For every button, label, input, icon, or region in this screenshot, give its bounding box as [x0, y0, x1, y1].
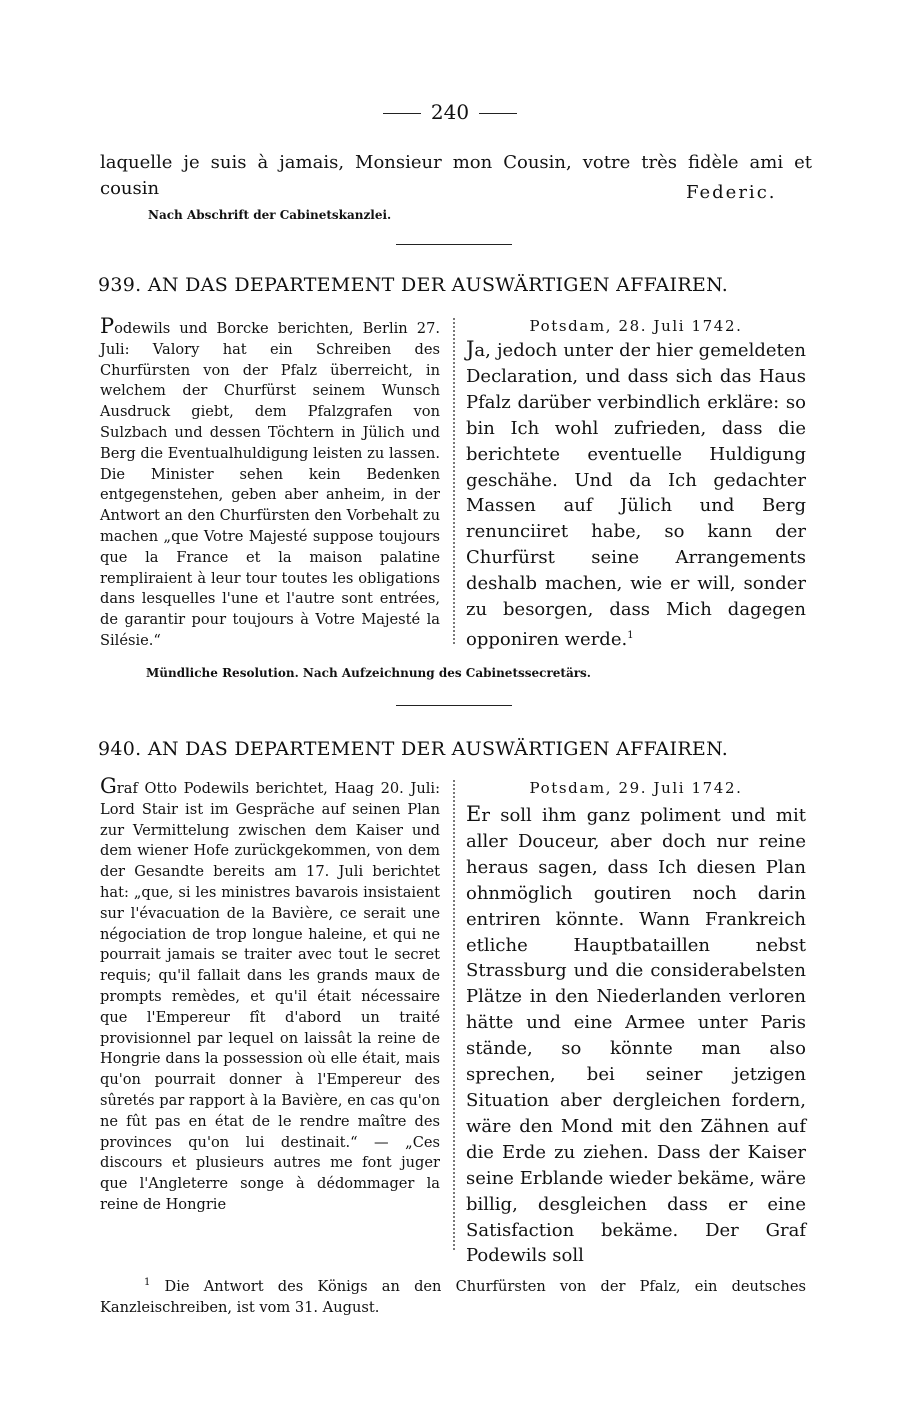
doc-940-response-initial: E: [466, 802, 482, 826]
footnote: [100, 1272, 806, 1318]
doc-939-response-initial: J: [466, 337, 475, 361]
letter-signature: Federic.: [686, 182, 777, 203]
doc-940-response: [466, 802, 806, 1269]
header-dash-left: [383, 113, 421, 114]
letter-source-note: Nach Abschrift der Cabinetskanzlei.: [148, 208, 392, 222]
doc-940-title: AN DAS DEPARTEMENT DER AUSWÄRTIGEN AFFAIREN.: [147, 738, 729, 760]
doc-940-number: 940.: [98, 738, 142, 760]
header-dash-right: [479, 113, 517, 114]
column-separator: [453, 318, 455, 644]
letter-closing-text: laquelle je suis à jamais, Monsieur mon Cousin, votre très fidèle ami et cousin: [100, 152, 812, 199]
doc-939-heading: [98, 274, 810, 296]
doc-940-dateline: Potsdam, 29. Juli 1742.: [529, 779, 743, 797]
doc-939-response-text: a, jedoch unter der hier gemeldeten Declaration, und dass sich das Haus Pfalz darüber verbindlich erkläre: so bin Ich wohl zufrieden, dass die berichtete eventuelle Huldigung geschähe. Und da Ich gedachter Massen auf Jülich und Berg renunciiret habe, so kann der Churfürst seine Arrangements deshalb machen, wie er will, sonder zu besorgen, dass Mich dagegen opponiren werde.: [466, 340, 806, 650]
doc-940-report-initial: G: [100, 774, 117, 798]
doc-939-title: AN DAS DEPARTEMENT DER AUSWÄRTIGEN AFFAIREN.: [147, 274, 729, 296]
doc-939-report: [100, 316, 440, 652]
doc-940-report-text: raf Otto Podewils berichtet, Haag 20. Juli: Lord Stair ist im Gespräche auf seinen Plan zur Vermittelung zwischen dem Kaiser und dem wiener Hofe zurückgekommen, von dem der Gesandte bereits am 17. Juli berichtet hat: „que, si les ministres bavarois insistaient sur l'évacuation de la Bavière, ce serait une négociation de trop longue haleine, et qui ne pourrait jamais se traiter avec tout le secret requis; qu'il fallait dans les grands maux de prompts remèdes, et qu'il était nécessaire que l'Empereur fît d'abord un traité provisionnel par lequel on laissât la reine de Hongrie dans la possession où elle était, mais qu'on pourrait donner à l'Empereur des sûretés par rapport à la Bavière, en cas qu'on ne fût pas en état de le rendre maître des provinces qu'on lui destinait.“ — „Ces discours et plusieurs autres me font juger que l'Angleterre songe à dédommager la reine de Hongrie: [100, 780, 440, 1213]
doc-939-response: [466, 337, 806, 653]
section-divider: [396, 705, 512, 706]
doc-939-report-initial: P: [100, 314, 115, 338]
section-divider: [396, 244, 512, 245]
doc-939-number: 939.: [98, 274, 142, 296]
footnote-text: Die Antwort des Königs an den Churfürsten von der Pfalz, ein deutsches Kanzleischreiben, ist vom 31. August.: [100, 1277, 806, 1316]
doc-940-response-text: r soll ihm ganz poliment und mit aller Douceur, aber doch nur reine heraus sagen, dass Ich diesen Plan ohnmöglich goutiren noch darin entriren könnte. Wann Frankreich etliche Hauptbataillen nebst Strassburg und die considerabelsten Plätze in den Niederlanden verloren hätte und eine Armee unter Paris stände, so könnte man also sprechen, bei seiner jetzigen Situation aber dergleichen fordern, wäre den Mond mit den Zähnen auf die Erde zu ziehen. Dass der Kaiser seine Erblande wieder bekäme, wäre billig, desgleichen dass er eine Satisfaction bekäme. Der Graf Podewils soll: [466, 805, 806, 1267]
page-number: 240: [430, 100, 470, 124]
doc-939-source-note: Mündliche Resolution. Nach Aufzeichnung des Cabinetssecretärs.: [146, 666, 591, 680]
column-separator: [453, 780, 455, 1250]
doc-939-dateline: Potsdam, 28. Juli 1742.: [529, 317, 743, 335]
doc-939-footnote-marker: 1: [627, 629, 634, 641]
doc-939-report-text: odewils und Borcke berichten, Berlin 27. Juli: Valory hat ein Schreiben des Churfürsten von der Pfalz überreicht, in welchem der Churfürst seinem Wunsch Ausdruck giebt, dem Pfalzgrafen von Sulzbach und dessen Töchtern in Jülich und Berg die Eventualhuldigung leisten zu lassen. Die Minister sehen kein Bedenken entgegenstehen, geben aber anheim, in der Antwort an den Churfürsten den Vorbehalt zu machen „que Votre Majesté suppose toujours que la France et la maison palatine rempliraient à leur tour toutes les obligations dans lesquelles l'une et l'autre sont entrées, de garantir pour toujours à Votre Majesté la Silésie.“: [100, 320, 440, 649]
doc-940-report: [100, 776, 440, 1216]
page-header: [0, 100, 900, 124]
doc-940-heading: [98, 738, 810, 760]
footnote-marker: 1: [144, 1277, 151, 1288]
